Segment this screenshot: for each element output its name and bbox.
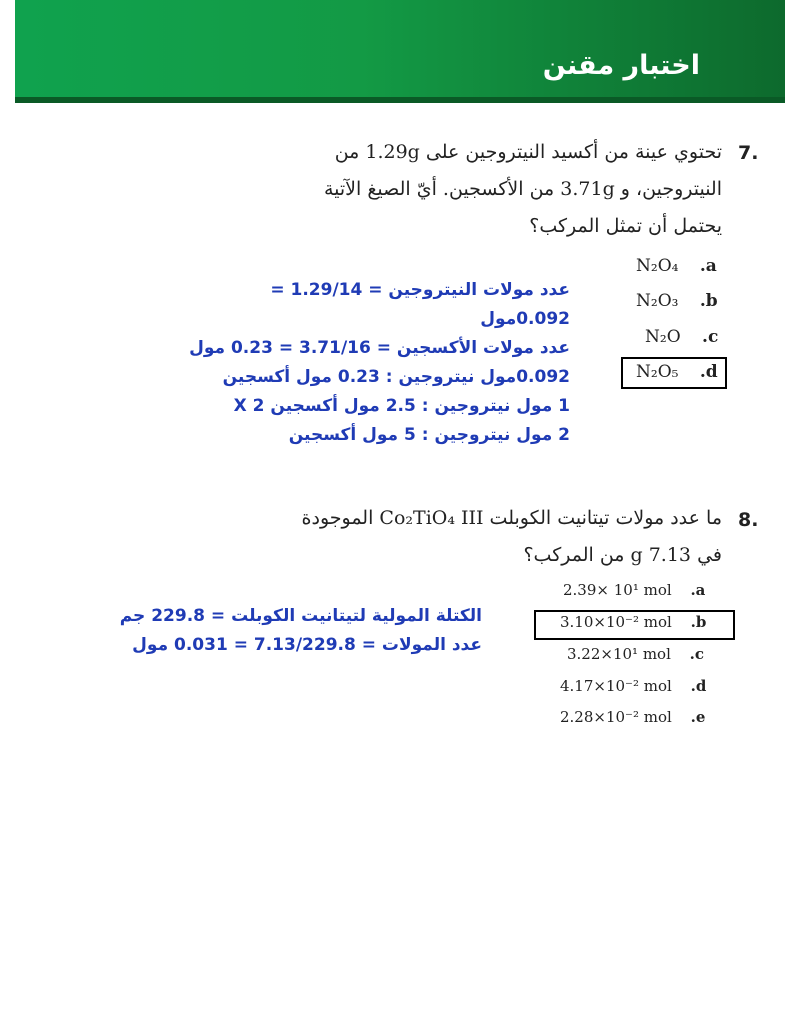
q7-option-d-letter: .d xyxy=(699,362,718,382)
q8-option-e[interactable] xyxy=(560,708,719,726)
question-7-text xyxy=(302,134,722,245)
q7-solution-line-4: 0.092مول نيتروجين : 0.23 مول أكسجين xyxy=(222,367,570,387)
q8-option-a[interactable] xyxy=(563,581,718,599)
q7-option-c-letter: .c xyxy=(702,327,719,347)
q7-option-b-formula: N₂O₃ xyxy=(636,291,679,311)
q8-option-b[interactable] xyxy=(560,613,719,631)
q8-option-b-value: 3.10×10⁻² mol xyxy=(560,613,672,631)
question-7-line-2: النيتروجين، و 3.71g من الأكسجين. أيّ الصيغ الآتية xyxy=(323,178,722,200)
q7-solution-line-1: عدد مولات النيتروجين = 1.29/14 = xyxy=(270,280,570,300)
q8-option-c[interactable] xyxy=(567,645,718,663)
q7-option-d-formula: N₂O₅ xyxy=(636,362,679,382)
question-8-line-2: في 7.13 g من المركب؟ xyxy=(523,544,722,566)
question-7-line-1: تحتوي عينة من أكسيد النيتروجين على 1.29g من xyxy=(334,141,722,163)
q7-option-c[interactable] xyxy=(645,327,730,347)
q8-option-c-value: 3.22×10¹ mol xyxy=(567,645,671,663)
question-8-number: 8. xyxy=(738,509,759,531)
q8-option-a-letter: .a xyxy=(690,581,706,599)
q8-option-e-letter: .e xyxy=(690,708,706,726)
question-8-line-1: ما عدد مولات تيتانيت الكوبلت Co₂TiO₄ III الموجودة xyxy=(301,507,722,529)
q8-option-c-letter: .c xyxy=(689,645,705,663)
q7-solution-line-6: 2 مول نيتروجين : 5 مول أكسجين xyxy=(288,425,570,445)
q8-solution-line-2: عدد المولات = 7.13/229.8 = 0.031 مول xyxy=(132,635,482,655)
q7-solution-line-5: 1 مول نيتروجين : 2.5 مول أكسجين 2 X xyxy=(233,396,570,416)
q7-option-a-formula: N₂O₄ xyxy=(636,256,679,276)
question-7-line-3: يحتمل أن تمثل المركب؟ xyxy=(529,215,722,237)
q8-option-b-letter: .b xyxy=(690,613,707,631)
q8-option-d[interactable] xyxy=(560,677,719,695)
q7-solution-annotation xyxy=(189,276,570,450)
q8-option-e-value: 2.28×10⁻² mol xyxy=(560,708,672,726)
q8-option-a-value: 2.39× 10¹ mol xyxy=(563,581,672,599)
q7-option-a-letter: .a xyxy=(699,256,717,276)
q8-solution-annotation xyxy=(120,602,482,660)
q7-solution-line-2: 0.092مول xyxy=(480,309,570,329)
page-title: اختبار مقنن xyxy=(542,50,700,81)
question-7-number: 7. xyxy=(738,142,759,164)
q8-option-d-letter: .d xyxy=(690,677,707,695)
q8-option-d-value: 4.17×10⁻² mol xyxy=(560,677,672,695)
q7-solution-line-3: عدد مولات الأكسجين = 3.71/16 = 0.23 مول xyxy=(189,338,570,358)
question-8-text xyxy=(292,500,722,574)
q8-solution-line-1: الكتلة المولية لتيتانيت الكوبلت = 229.8 جم xyxy=(119,606,482,626)
header-banner xyxy=(15,0,785,103)
q7-option-a[interactable] xyxy=(636,256,728,276)
q7-option-b[interactable] xyxy=(636,291,728,311)
q7-option-c-formula: N₂O xyxy=(645,327,681,347)
q7-option-b-letter: .b xyxy=(699,291,718,311)
q7-option-d[interactable] xyxy=(636,362,728,382)
